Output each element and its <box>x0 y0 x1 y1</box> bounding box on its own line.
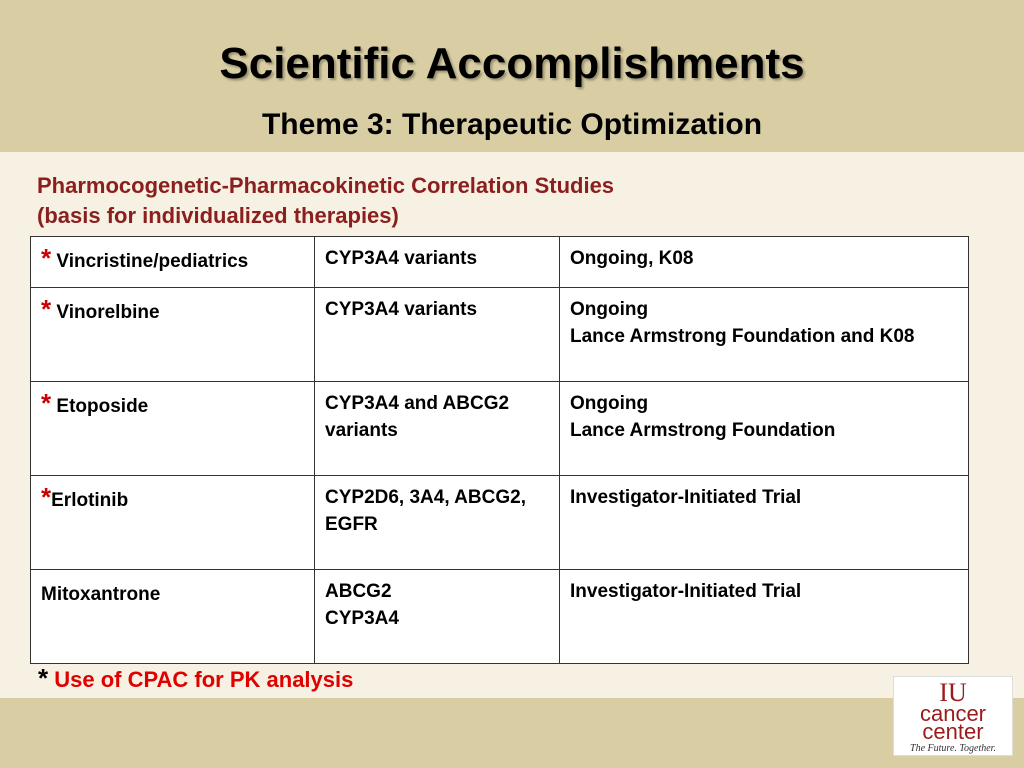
drug-cell <box>31 382 315 476</box>
logo-line-2: cancer <box>919 701 987 726</box>
drug-cell <box>31 237 315 288</box>
asterisk: * <box>41 388 52 418</box>
asterisk: * <box>41 294 52 324</box>
drug-cell <box>31 570 315 664</box>
asterisk: * <box>41 482 52 512</box>
table-row <box>31 288 969 382</box>
drug-cell <box>31 476 315 570</box>
footnote <box>38 664 353 693</box>
intro-text <box>37 171 614 231</box>
footer-band <box>0 698 1024 768</box>
target-cell: CYP3A4 variants <box>315 237 560 288</box>
iu-cancer-center-logo <box>893 676 1013 756</box>
logo-line-3: center <box>922 719 984 744</box>
page-subtitle: Theme 3: Therapeutic Optimization <box>261 108 763 141</box>
drug-name: Erlotinib <box>51 490 129 511</box>
target-cell: CYP2D6, 3A4, ABCG2, EGFR <box>315 476 560 570</box>
table-row <box>31 382 969 476</box>
status-cell: Ongoing Lance Armstrong Foundation <box>560 382 969 476</box>
studies-table <box>30 236 969 664</box>
drug-name: Mitoxantrone <box>41 584 161 605</box>
page-title: Scientific Accomplishments <box>219 39 805 88</box>
status-cell: Investigator-Initiated Trial <box>560 570 969 664</box>
target-cell: CYP3A4 and ABCG2 variants <box>315 382 560 476</box>
footnote-text: Use of CPAC for PK analysis <box>48 667 354 692</box>
target-cell: CYP3A4 variants <box>315 288 560 382</box>
table-row <box>31 476 969 570</box>
logo-tagline: The Future. Together. <box>910 743 996 754</box>
footnote-asterisk: * <box>38 663 49 693</box>
status-cell: Investigator-Initiated Trial <box>560 476 969 570</box>
intro-line-2: (basis for individualized therapies) <box>37 203 399 228</box>
logo-line-1: IU <box>939 678 967 707</box>
intro-line-1: Pharmocogenetic-Pharmacokinetic Correlation Studies <box>37 173 615 198</box>
drug-name: Vincristine/pediatrics <box>51 251 249 272</box>
status-cell: Ongoing Lance Armstrong Foundation and K08 <box>560 288 969 382</box>
status-cell: Ongoing, K08 <box>560 237 969 288</box>
drug-cell <box>31 288 315 382</box>
drug-name: Etoposide <box>51 396 149 417</box>
asterisk: * <box>41 243 52 273</box>
target-cell: ABCG2 CYP3A4 <box>315 570 560 664</box>
table-row <box>31 570 969 664</box>
table-row <box>31 237 969 288</box>
drug-name: Vinorelbine <box>51 302 160 323</box>
